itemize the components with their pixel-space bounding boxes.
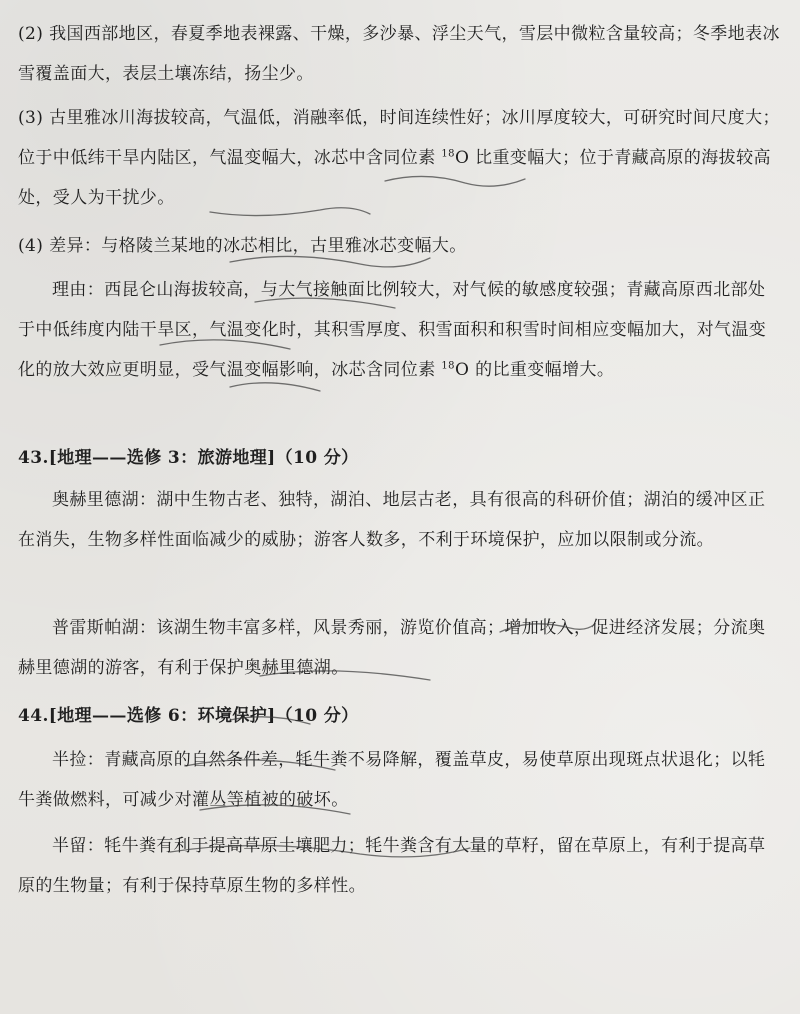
question-44-title: 44.[地理——选修 6：环境保护]（10 分）: [18, 706, 359, 726]
reason-part-b: O 的比重变幅增大。: [454, 360, 615, 380]
answer-43-ohrid: 奥赫里德湖：湖中生物古老、独特，湖泊、地层古老，具有很高的科研价值；湖泊的缓冲区正在消失，生物多样性面临减少的威胁；游客人数多，不利于环境保护，应加以限制或分流。: [18, 490, 766, 550]
isotope-superscript: 18: [441, 360, 455, 372]
answer-44-pick: 半捡：青藏高原的自然条件差，牦牛粪不易降解，覆盖草皮，易使草原出现斑点状退化；以牦牛粪做燃料，可减少对灌丛等植被的破坏。: [18, 750, 766, 810]
answer-2: (2) 我国西部地区，春夏季地表裸露、干燥，多沙暴、浮尘天气，雪层中微粒含量较高；冬季地表冰雪覆盖面大，表层土壤冻结，扬尘少。: [18, 24, 780, 84]
isotope-superscript: 18: [441, 148, 455, 160]
answer-3: [18, 98, 782, 218]
answer-3-part-b: O 比重变幅大；位于青藏高原的海拔较高处，受人为干扰少。: [18, 148, 771, 208]
answer-3-part-a: (3) 古里雅冰川海拔较高，气温低，消融率低，时间连续性好；冰川厚度较大，可研究时间尺度大；位于中低纬干旱内陆区，气温变幅大，冰芯中含同位素: [18, 108, 780, 168]
answer-4-reason: [18, 270, 782, 390]
answer-43-prespa: 普雷斯帕湖：该湖生物丰富多样，风景秀丽，游览价值高；增加收入，促进经济发展；分流奥赫里德湖的游客，有利于保护奥赫里德湖。: [18, 618, 766, 678]
answer-4: (4) 差异：与格陵兰某地的冰芯相比，古里雅冰芯变幅大。: [18, 236, 467, 256]
reason-part-a: 理由：西昆仑山海拔较高，与大气接触面比例较大，对气候的敏感度较强；青藏高原西北部处于中低纬度内陆干旱区，气温变化时，其积雪厚度、积雪面积和积雪时间相应变幅加大，对气温变化的放大效应更明显，受气温变幅影响，冰芯含同位素: [18, 280, 767, 380]
answer-44-leave: 半留：牦牛粪有利于提高草原土壤肥力；牦牛粪含有大量的草籽，留在草原上，有利于提高草原的生物量；有利于保持草原生物的多样性。: [18, 836, 766, 896]
question-43-title: 43.[地理——选修 3：旅游地理]（10 分）: [18, 448, 359, 468]
